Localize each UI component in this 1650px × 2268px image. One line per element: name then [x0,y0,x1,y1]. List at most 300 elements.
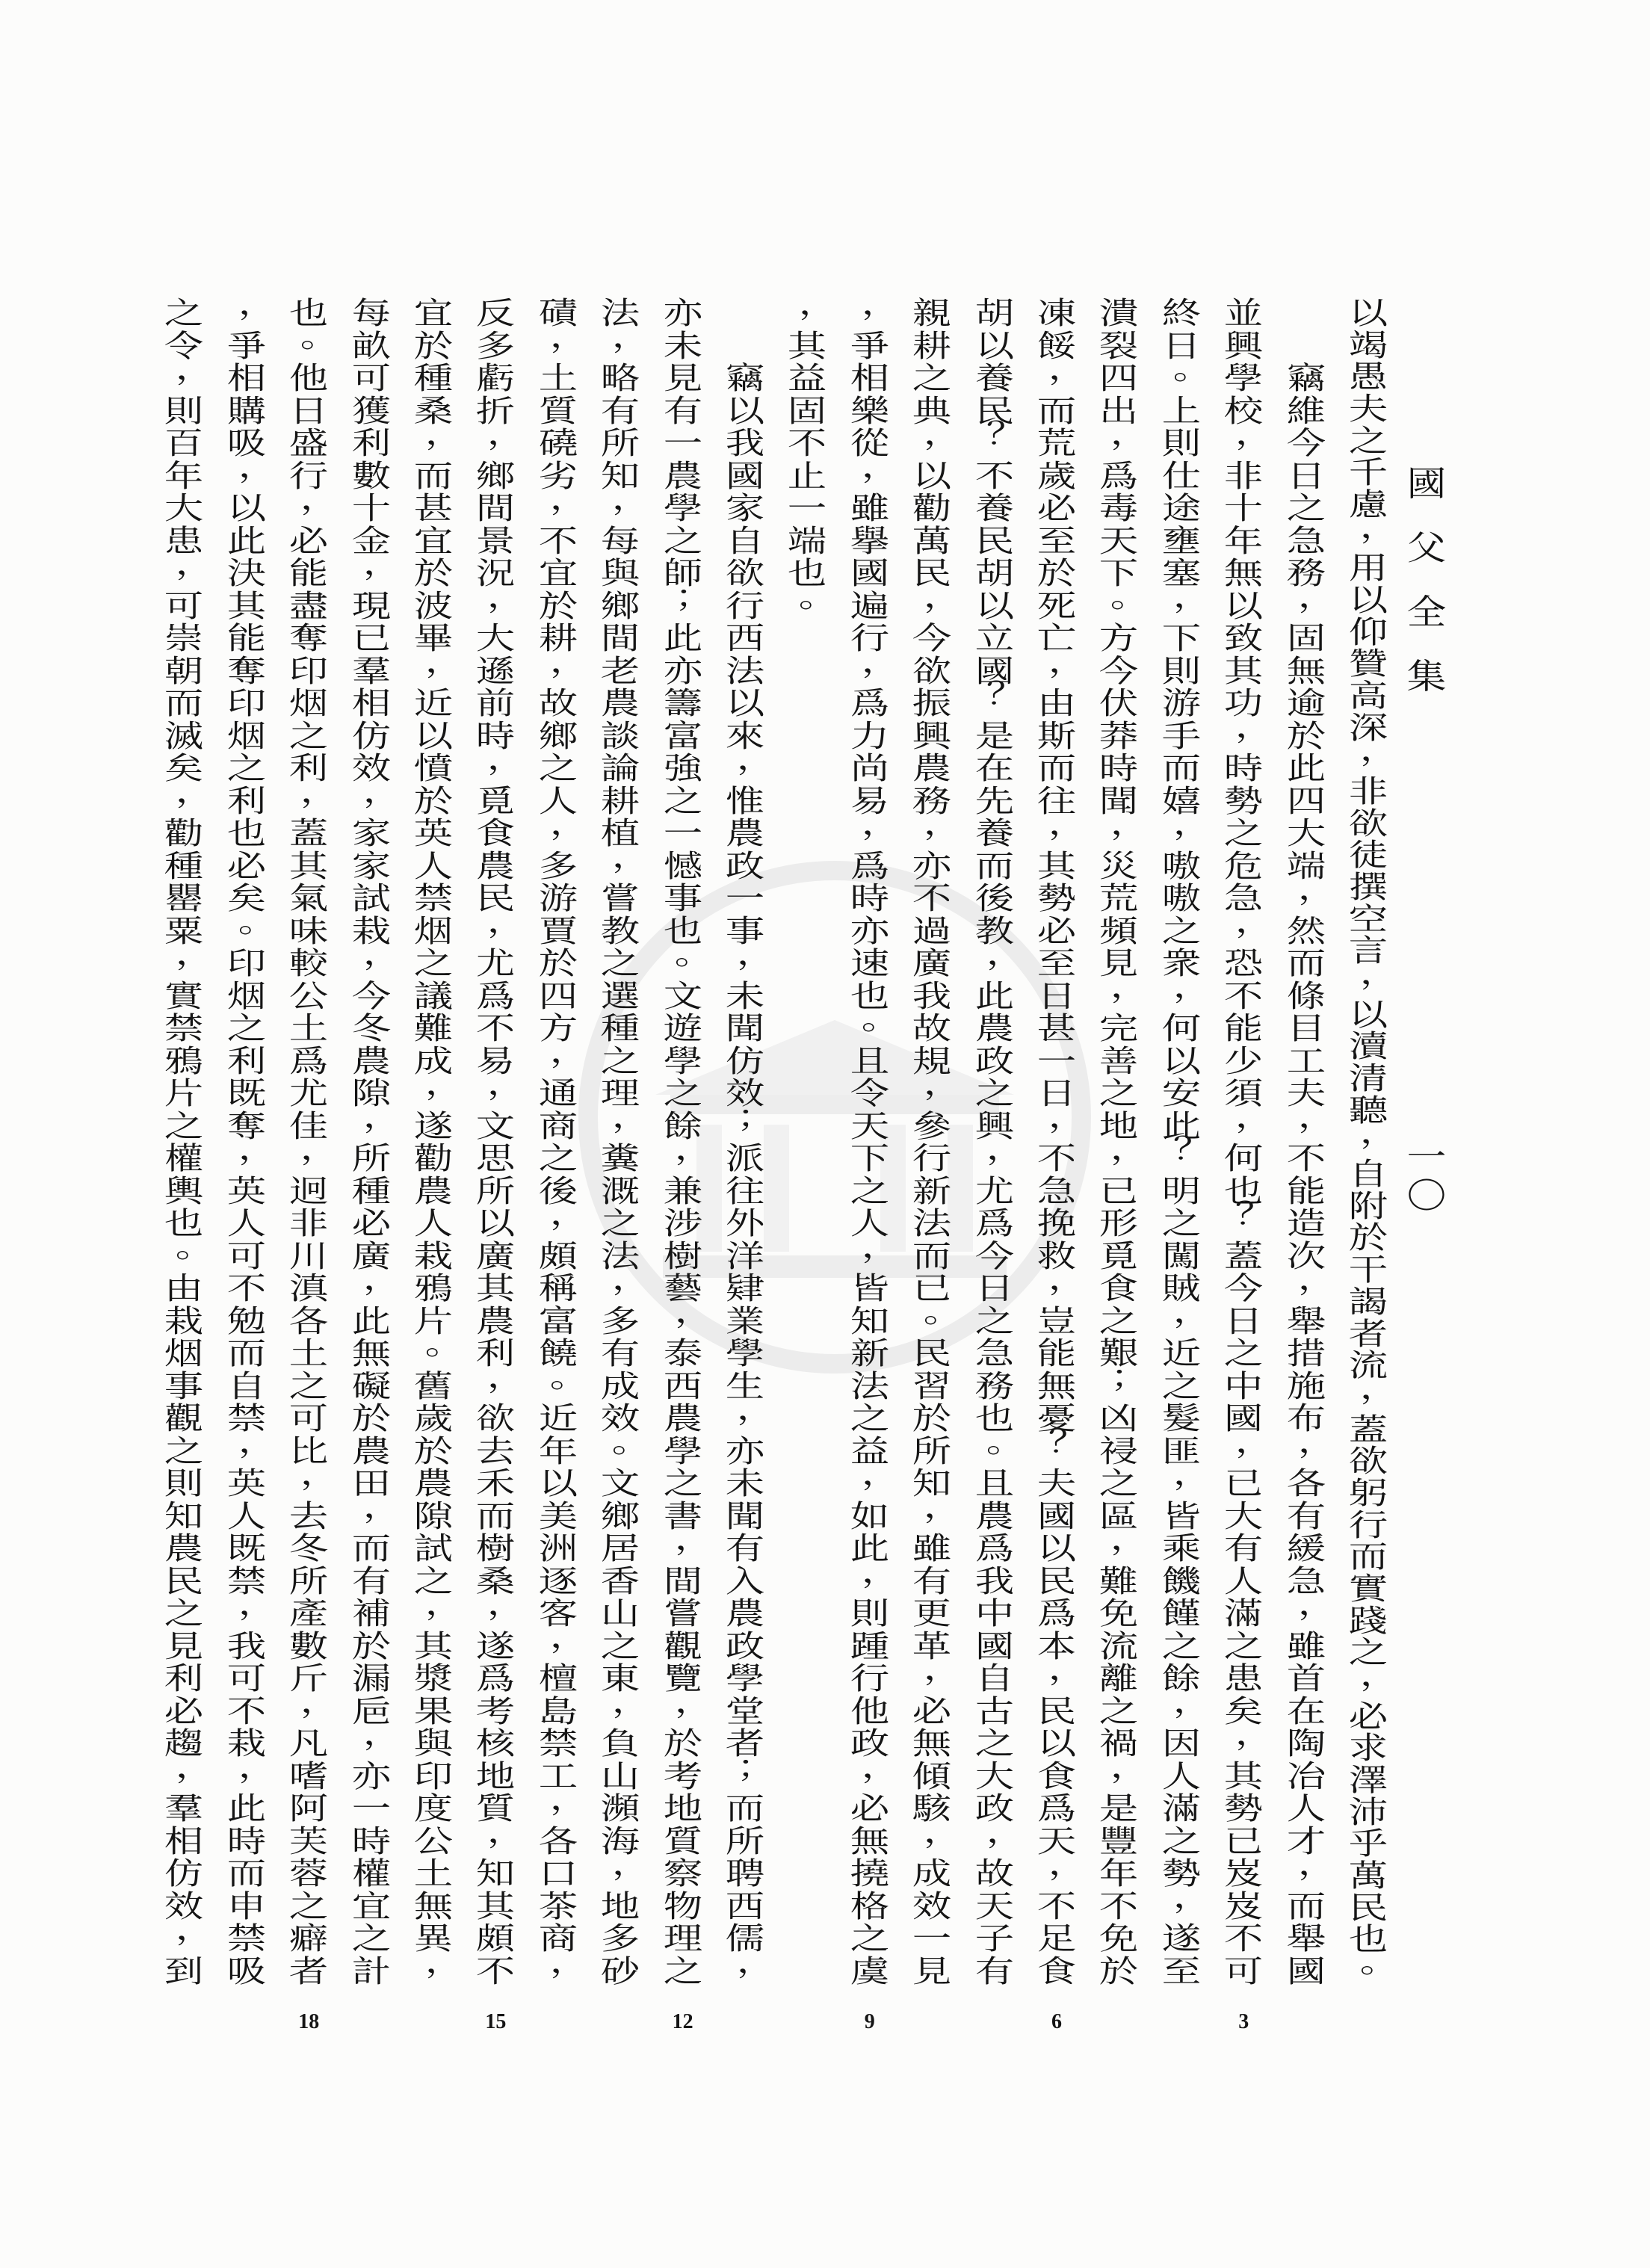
punctuation-glyph: ， [1048,806,1088,841]
glyph: 勸 [164,815,204,851]
glyph: 布 [1286,1400,1326,1436]
glyph: 養 [974,490,1014,526]
glyph: 集 [1406,656,1447,696]
glyph: 之 [538,1140,578,1176]
glyph: 種 [413,360,454,396]
glyph: 餒 [1036,327,1077,364]
glyph: 仕 [1161,457,1202,494]
glyph: 遂 [476,1628,516,1664]
glyph: 不 [226,1270,267,1306]
punctuation-glyph: ， [176,773,215,809]
glyph: 亦 [663,295,702,331]
glyph: 人 [226,1498,267,1534]
glyph: 利 [164,1660,204,1696]
glyph: 質 [663,1823,702,1859]
glyph: 可 [351,360,391,396]
glyph: 負 [600,1725,640,1761]
glyph: 且 [974,1465,1014,1501]
glyph: 日 [1036,1075,1077,1111]
glyph: 因 [1161,1725,1202,1761]
punctuation-glyph: ， [1235,415,1275,451]
glyph: 較 [288,945,329,981]
glyph: 是 [1099,1790,1139,1826]
glyph: 今 [1099,652,1139,689]
glyph: 果 [413,1693,454,1729]
glyph: 爭 [850,327,890,364]
punctuation-glyph: ， [1048,350,1088,386]
glyph: 勉 [226,1303,267,1339]
punctuation-glyph: ； [1110,1358,1150,1394]
punctuation-glyph: ， [549,1943,590,1980]
glyph: 憾 [663,847,702,884]
glyph: 西 [725,1888,765,1924]
punctuation-glyph: ； [674,578,714,614]
punctuation-glyph: ， [1235,1423,1275,1459]
glyph: 逾 [1286,685,1326,721]
glyph: 美 [538,1498,578,1534]
text-column [902,297,962,1988]
glyph: 夫 [1286,1075,1326,1111]
punctuation-glyph: 。 [549,1358,590,1394]
glyph: 塞 [1161,555,1202,591]
glyph: 亦 [725,1433,765,1469]
glyph: 亦 [351,1758,391,1794]
punctuation-glyph: ， [674,1293,714,1329]
glyph: 竊 [725,360,765,396]
glyph: 覓 [476,782,516,819]
glyph: 有 [725,1530,765,1566]
glyph: 以 [226,490,267,526]
glyph: 干 [1348,1252,1388,1288]
glyph: 以 [538,1465,578,1501]
glyph: 而 [226,1335,267,1371]
glyph: 思 [476,1140,516,1176]
glyph: 況 [476,555,516,591]
punctuation-glyph: 。 [300,318,340,354]
glyph: 裂 [1099,327,1139,364]
glyph: 近 [538,1400,578,1436]
glyph: 之 [1348,1634,1388,1671]
glyph: 遊 [663,1010,702,1046]
glyph: 不 [974,457,1014,494]
glyph: 並 [1223,295,1264,331]
glyph: 何 [1161,1010,1202,1046]
glyph: 挽 [1036,1205,1077,1241]
glyph: 學 [663,1042,702,1079]
glyph: 少 [1223,1042,1264,1079]
glyph: 稱 [538,1270,578,1306]
glyph: 惟 [725,782,765,819]
glyph: 之 [1348,422,1388,459]
glyph: 而 [1161,750,1202,786]
glyph: 擧 [850,522,890,559]
line-number: 3 [1238,2010,1249,2033]
glyph: 千 [1348,454,1388,491]
punctuation-glyph: ， [1297,1261,1337,1297]
glyph: 者 [288,1953,329,1989]
punctuation-glyph: ， [799,285,838,321]
punctuation-glyph: ， [300,1131,340,1167]
glyph: 談 [600,717,640,754]
glyph: 振 [912,685,952,721]
glyph: 山 [600,1595,640,1631]
glyph: 之 [1161,1368,1202,1404]
glyph: 岌 [1223,1856,1264,1891]
glyph: 多 [476,327,516,364]
glyph: 於 [1348,1220,1388,1256]
glyph: 客 [538,1595,578,1631]
punctuation-glyph: ， [1048,1261,1088,1297]
glyph: 時 [476,717,516,754]
glyph: 無 [1036,1368,1077,1404]
glyph: 下 [1099,555,1139,591]
glyph: 成 [600,1368,640,1404]
glyph: 則 [164,1465,204,1501]
glyph: 間 [600,620,640,656]
glyph: 以 [974,327,1014,364]
glyph: 而 [164,685,204,721]
punctuation-glyph: ， [362,773,402,809]
glyph: 之 [164,1107,204,1144]
glyph: 頻 [1099,912,1139,949]
glyph: 之 [226,1010,267,1046]
glyph: 日 [1161,327,1202,364]
glyph: 能 [288,555,329,591]
glyph: 欲 [725,555,765,591]
glyph: 去 [476,1433,516,1469]
glyph: 農 [912,750,952,786]
glyph: 餘 [1161,1660,1202,1696]
glyph: 民 [1036,1563,1077,1599]
glyph: 鄉 [476,457,516,494]
glyph: 食 [1036,1953,1077,1989]
punctuation-glyph: 。 [1172,350,1213,386]
glyph: 有 [663,392,702,429]
glyph: 國 [850,555,890,591]
glyph: 端 [788,522,827,559]
glyph: 欲 [476,1400,516,1436]
glyph: 崇 [164,620,204,656]
punctuation-glyph: ， [736,1943,776,1980]
glyph: 急 [1286,522,1326,559]
glyph: 能 [1036,1335,1077,1371]
glyph: 農 [413,1465,454,1501]
glyph: 味 [288,912,329,949]
glyph: 之 [1161,1823,1202,1859]
glyph: 亡 [1036,620,1077,656]
glyph: 民 [912,555,952,591]
punctuation-glyph: ， [861,1748,901,1785]
glyph: 利 [226,782,267,819]
glyph: 嘗 [600,880,640,916]
glyph: 格 [850,1888,890,1924]
punctuation-glyph: ； [736,1098,776,1134]
glyph: 爲 [1036,1790,1077,1826]
glyph: 不 [538,522,578,559]
glyph: 深 [1348,709,1388,746]
line-number: 18 [298,2010,320,2033]
glyph: 氣 [288,880,329,916]
punctuation-glyph: ， [923,806,963,841]
glyph: 之 [600,1205,640,1241]
glyph: 也 [288,295,329,331]
glyph: 磽 [538,425,578,461]
glyph: 一 [1036,1042,1077,1079]
punctuation-glyph: ， [923,1488,963,1524]
glyph: 西 [725,620,765,656]
glyph: 奪 [226,1107,267,1144]
glyph: 饒 [538,1335,578,1371]
glyph: 止 [788,457,827,494]
glyph: 堂 [725,1693,765,1729]
punctuation-glyph: ， [549,1033,590,1069]
punctuation-glyph: ， [487,1586,527,1622]
glyph: 終 [1161,295,1202,331]
glyph: 肄 [725,1270,765,1306]
glyph: 不 [476,1953,516,1989]
text-column [1338,297,1398,1988]
glyph: 之 [974,1303,1014,1339]
glyph: 其 [1223,652,1264,689]
glyph: 烟 [164,1335,204,1371]
glyph: 流 [1099,1628,1139,1664]
glyph: 形 [1099,1205,1139,1241]
glyph: 天 [974,1888,1014,1924]
punctuation-glyph: ， [1359,1114,1400,1151]
glyph: 既 [226,1075,267,1111]
punctuation-glyph: ， [861,448,901,484]
glyph: 土 [288,1335,329,1371]
glyph: 利 [288,750,329,786]
glyph: 豐 [1099,1823,1139,1859]
glyph: 宜 [351,1888,391,1924]
glyph: 餘 [663,1107,702,1144]
glyph: 聞 [725,1498,765,1534]
glyph: 後 [974,880,1014,916]
text-column [154,297,214,1988]
glyph: 先 [974,782,1014,819]
glyph: 已 [1223,1465,1264,1501]
glyph: 各 [538,1823,578,1859]
glyph: 無 [413,1888,454,1924]
glyph: 可 [226,1237,267,1274]
glyph: 舉 [1286,1921,1326,1956]
glyph: 一 [351,1790,391,1826]
glyph: 國 [974,1628,1014,1664]
glyph: 災 [1099,847,1139,884]
glyph: 冬 [288,1530,329,1566]
glyph: 強 [663,750,702,786]
glyph: 必 [850,1790,890,1826]
glyph: 雖 [1286,1628,1326,1664]
punctuation-glyph: ， [238,1423,278,1459]
glyph: 種 [351,1172,391,1209]
glyph: 以 [1348,582,1388,619]
punctuation-glyph: ？ [986,676,1025,711]
punctuation-glyph: ， [1297,871,1337,906]
glyph: 見 [663,360,702,396]
glyph: 近 [413,685,454,721]
glyph: 一 [663,815,702,851]
glyph: 之 [663,1075,702,1111]
glyph: 觀 [164,1400,204,1436]
glyph: 理 [663,1921,702,1956]
glyph: 壅 [1161,522,1202,559]
text-column [466,297,525,1988]
glyph: 今 [351,977,391,1014]
glyph: 也 [226,815,267,851]
glyph: 養 [974,815,1014,851]
punctuation-glyph: ， [487,1066,527,1101]
glyph: 試 [413,1530,454,1566]
punctuation-glyph: ， [487,741,527,776]
punctuation-glyph: ， [487,415,527,451]
punctuation-glyph: ， [424,1943,465,1980]
glyph: 嗷 [1161,847,1202,884]
glyph: 禾 [476,1465,516,1501]
glyph: 爲 [850,685,890,721]
glyph: 無 [1223,555,1264,591]
glyph: 申 [226,1888,267,1924]
punctuation-glyph: ， [923,1813,963,1850]
glyph: 今 [1223,1270,1264,1306]
glyph: 也 [1223,1172,1264,1209]
punctuation-glyph: ？ [986,415,1025,451]
glyph: 效 [912,1888,952,1924]
text-column [590,297,650,1988]
glyph: 食 [476,815,516,851]
glyph: 不 [788,425,827,461]
glyph: 革 [912,1628,952,1664]
glyph: 聞 [1099,782,1139,819]
glyph: 逐 [538,1563,578,1599]
glyph: 滿 [1161,1790,1202,1826]
glyph: 栽 [164,1303,204,1339]
glyph: 片 [164,1075,204,1111]
glyph: 不 [1286,1140,1326,1176]
glyph: 救 [1036,1237,1077,1274]
glyph: 所 [600,425,640,461]
glyph: 匪 [1161,1433,1202,1469]
glyph: 豈 [1036,1303,1077,1339]
glyph: 獲 [351,392,391,429]
punctuation-glyph: ； [736,1748,776,1785]
glyph: 夫 [1348,391,1388,427]
glyph: 國 [1036,1498,1077,1534]
glyph: 栽 [226,1725,267,1761]
glyph: 法 [600,295,640,331]
glyph: 禁 [226,1563,267,1599]
glyph: 反 [476,295,516,331]
glyph: 種 [600,1010,640,1046]
glyph: 察 [663,1856,702,1891]
glyph: 凡 [288,1725,329,1761]
punctuation-glyph: ， [861,806,901,841]
glyph: 多 [600,1303,640,1339]
glyph: 以 [725,392,765,429]
glyph: 見 [912,1953,952,1989]
glyph: 饉 [1161,1595,1202,1631]
glyph: 撰 [1348,869,1388,906]
glyph: 耕 [538,620,578,656]
glyph: 地 [1099,1107,1139,1144]
glyph: 他 [850,1693,890,1729]
glyph: 有 [1223,1530,1264,1566]
glyph: 之 [912,360,952,396]
glyph: 而 [413,457,454,494]
glyph: 教 [600,912,640,949]
glyph: 商 [538,1921,578,1956]
punctuation-glyph: ， [986,1813,1025,1850]
glyph: 隙 [413,1498,454,1534]
glyph: 決 [226,555,267,591]
glyph: 一 [1406,1137,1447,1177]
glyph: 英 [226,1172,267,1209]
glyph: 此 [850,1530,890,1566]
glyph: 此 [974,977,1014,1014]
glyph: 必 [351,1205,391,1241]
glyph: 有 [1286,1498,1326,1534]
glyph: 嗜 [288,1758,329,1794]
glyph: 古 [974,1693,1014,1729]
glyph: 利 [226,1042,267,1079]
punctuation-glyph: ， [861,643,901,679]
glyph: 我 [912,977,952,1014]
glyph: 則 [1161,425,1202,461]
punctuation-glyph: ， [1172,806,1213,841]
glyph: 勢 [1161,1856,1202,1891]
glyph: 以 [1348,996,1388,1033]
glyph: 相 [164,1823,204,1859]
glyph: 行 [850,620,890,656]
glyph: 危 [1223,847,1264,884]
glyph: 憂 [1036,1400,1077,1436]
punctuation-glyph: ， [1110,1521,1150,1557]
glyph: 歲 [413,1400,454,1436]
glyph: 之 [1161,912,1202,949]
glyph: 仿 [164,1856,204,1891]
glyph: 實 [164,977,204,1014]
glyph: 遂 [1161,1921,1202,1956]
glyph: 已 [1223,1823,1264,1859]
glyph: 法 [850,1368,890,1404]
glyph: 有 [600,392,640,429]
glyph: 此 [1161,1107,1202,1144]
glyph: 多 [600,1921,640,1956]
punctuation-glyph: ， [1235,708,1275,744]
glyph: 食 [1099,1270,1139,1306]
glyph: 聽 [1348,1092,1388,1128]
punctuation-glyph: ， [487,578,527,614]
glyph: 新 [912,1172,952,1209]
glyph: 爭 [226,327,267,364]
glyph: 人 [538,782,578,819]
glyph: 計 [351,1953,391,1989]
glyph: 於 [413,327,454,364]
punctuation-glyph: ， [1048,1098,1088,1134]
punctuation-glyph: ？ [1172,1131,1213,1167]
glyph: 參 [912,1107,952,1144]
glyph: 芙 [288,1823,329,1859]
glyph: 見 [164,1628,204,1664]
glyph: 務 [1286,555,1326,591]
punctuation-glyph: ， [611,1683,652,1719]
glyph: 覓 [1099,1237,1139,1274]
glyph: 用 [1348,550,1388,587]
glyph: 次 [1286,1237,1326,1274]
glyph: 籌 [663,685,702,721]
glyph: 須 [1223,1075,1264,1111]
